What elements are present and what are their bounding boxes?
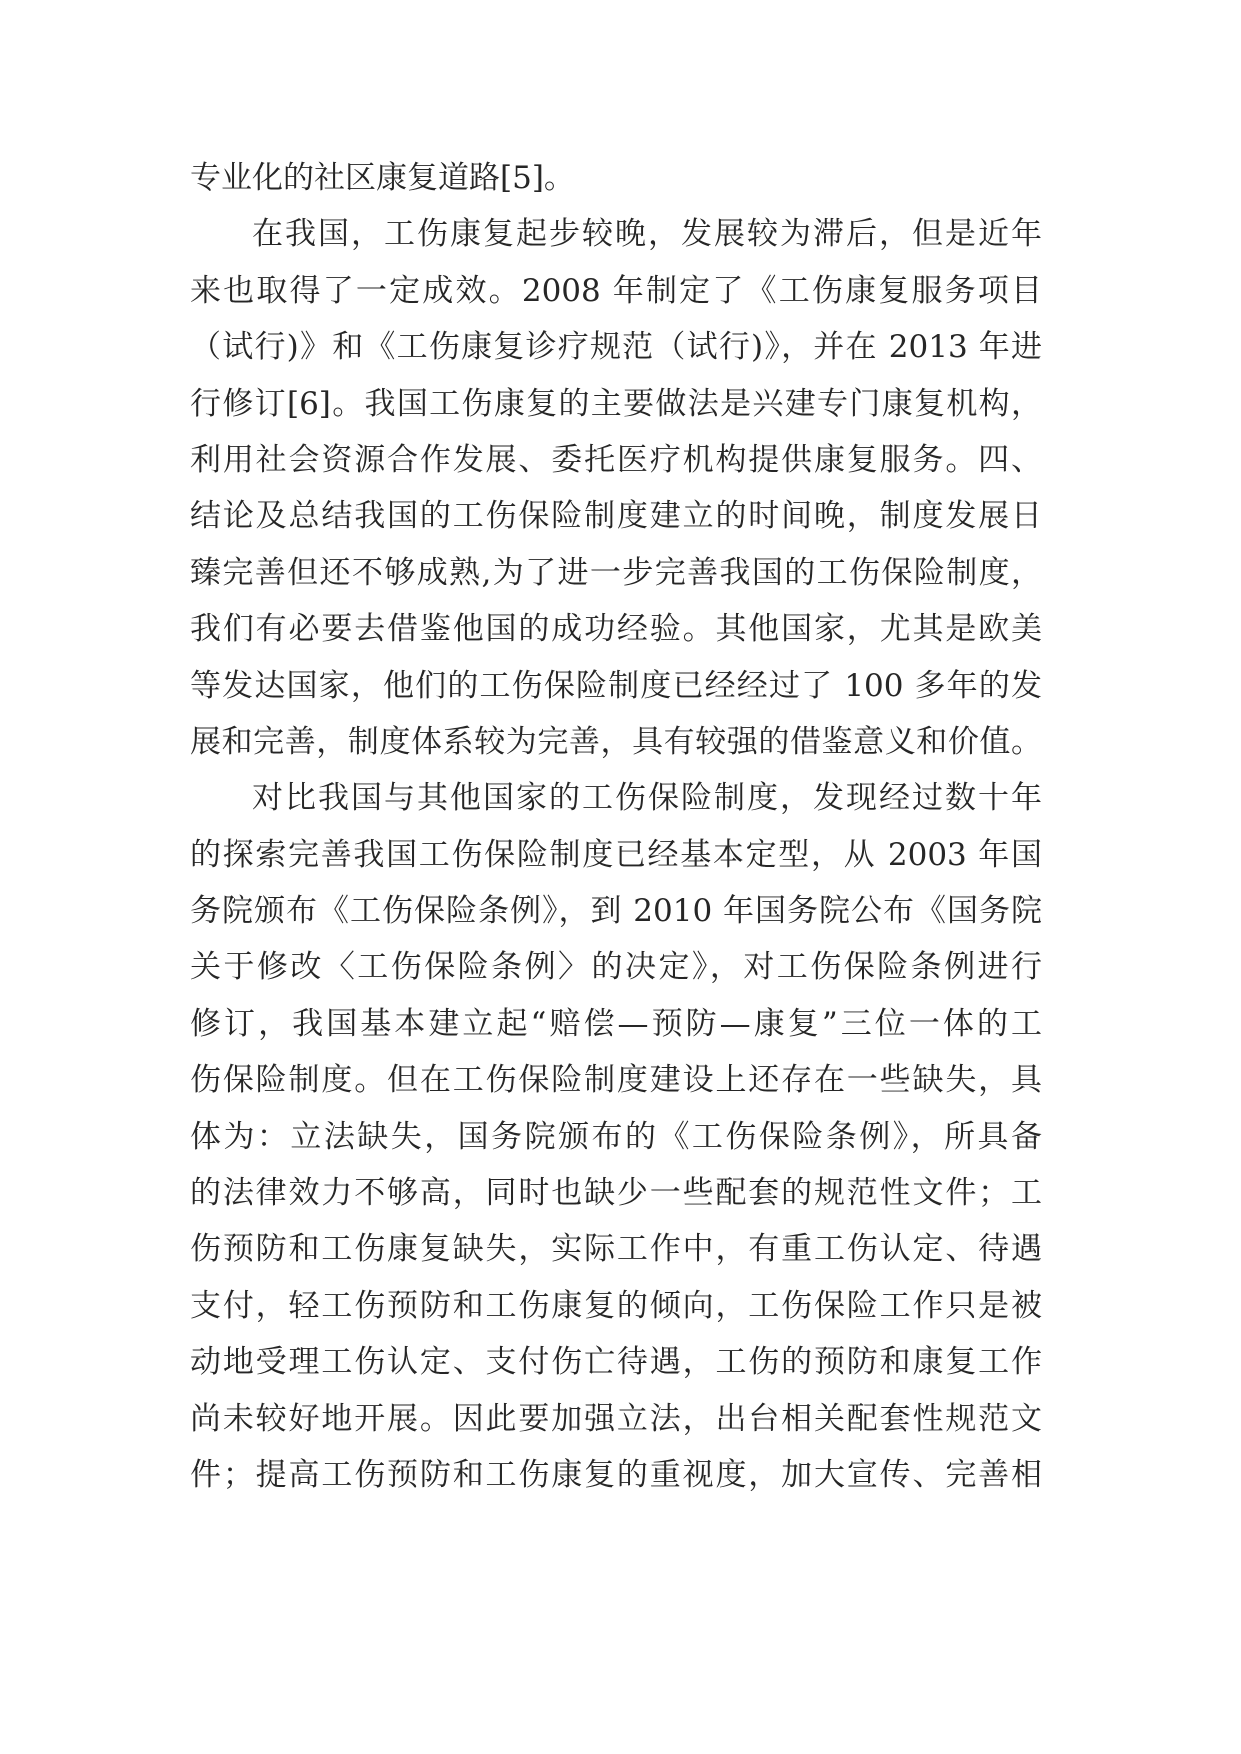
text-line: 展和完善，制度体系较为完善，具有较强的借鉴意义和价值。 [190, 723, 1042, 760]
text-line: 的探索完善我国工伤保险制度已经基本定型，从 2003 年国 [190, 836, 1042, 873]
body-text [190, 150, 1042, 1503]
text-line: 修订，我国基本建立起“赔偿—预防—康复”三位一体的工 [190, 1005, 1042, 1042]
text-line: 行修订[6]。我国工伤康复的主要做法是兴建专门康复机构， [190, 385, 1042, 422]
text-line: 动地受理工伤认定、支付伤亡待遇，工伤的预防和康复工作 [190, 1344, 1042, 1381]
text-line: 在我国，工伤康复起步较晚，发展较为滞后，但是近年 [252, 216, 1042, 253]
text-line: 支付，轻工伤预防和工伤康复的倾向，工伤保险工作只是被 [190, 1287, 1042, 1324]
text-line: 专业化的社区康复道路[5]。 [190, 160, 575, 196]
text-line: 伤保险制度。但在工伤保险制度建设上还存在一些缺失，具 [190, 1062, 1042, 1099]
text-line: 我们有必要去借鉴他国的成功经验。其他国家，尤其是欧美 [190, 611, 1042, 648]
text-line: 来也取得了一定成效。2008 年制定了《工伤康复服务项目 [190, 272, 1042, 309]
text-line: 务院颁布《工伤保险条例》，到 2010 年国务院公布《国务院 [190, 893, 1042, 930]
text-line: 的法律效力不够高，同时也缺少一些配套的规范性文件；工 [190, 1175, 1042, 1212]
text-line: 利用社会资源合作发展、委托医疗机构提供康复服务。四、 [190, 441, 1042, 478]
text-line: 臻完善但还不够成熟,为了进一步完善我国的工伤保险制度， [190, 554, 1042, 591]
text-line: 体为：立法缺失，国务院颁布的《工伤保险条例》，所具备 [190, 1118, 1042, 1155]
text-line: 尚未较好地开展。因此要加强立法，出台相关配套性规范文 [190, 1400, 1042, 1437]
text-line: （试行)》和《工伤康复诊疗规范（试行)》，并在 2013 年进 [190, 329, 1042, 366]
text-line: 件；提高工伤预防和工伤康复的重视度，加大宣传、完善相 [190, 1456, 1042, 1493]
text-line: 对比我国与其他国家的工伤保险制度，发现经过数十年 [252, 780, 1042, 817]
text-line: 等发达国家，他们的工伤保险制度已经经过了 100 多年的发 [190, 667, 1042, 704]
text-line: 伤预防和工伤康复缺失，实际工作中，有重工伤认定、待遇 [190, 1231, 1042, 1268]
text-line: 结论及总结我国的工伤保险制度建立的时间晚，制度发展日 [190, 498, 1042, 535]
text-line: 关于修改〈工伤保险条例〉的决定》，对工伤保险条例进行 [190, 949, 1042, 986]
